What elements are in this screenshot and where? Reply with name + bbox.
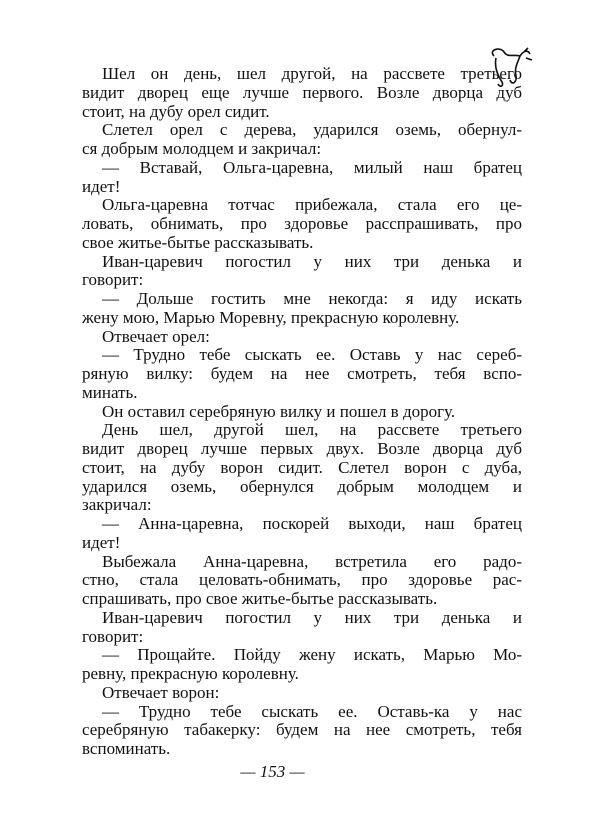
text-line: — Прощайте. Пойду жену искать, Марью Мо- xyxy=(102,645,522,665)
text-line: ловать, обнимать, про здоровье расспрашивать, про xyxy=(82,214,522,233)
text-line: спрашивать, про свое житье-бытье рассказывать. xyxy=(82,589,438,608)
text-line: свое житье-бытье рассказывать. xyxy=(82,232,314,252)
text-line: Отвечает ворон: xyxy=(102,682,220,702)
text-line: минать. xyxy=(82,382,138,402)
text-line: серебряную табакерку: будем на нее смотреть, тебя xyxy=(82,720,522,740)
text-line: Выбежала Анна-царевна, встретила его радо- xyxy=(102,551,522,571)
text-line: жену мою, Марью Моревну, прекрасную королевну. xyxy=(82,307,460,327)
text-line: идет! xyxy=(82,532,121,552)
text-line: ревну, прекрасную королевну. xyxy=(82,664,299,683)
text-line: Иван-царевич погостил у них три денька и xyxy=(102,251,522,271)
text-line: — Вставай, Ольга-царевна, милый наш братец xyxy=(102,157,522,177)
text-line: — Анна-царевна, поскорей выходи, наш братец xyxy=(102,514,522,533)
text-line: Шел он день, шел другой, на рассвете третьего xyxy=(102,64,522,83)
text-line: ся добрым молодцем и закричал: xyxy=(82,139,322,158)
text-line: Слетел орел с дерева, ударился оземь, обернул- xyxy=(102,120,522,140)
text-line: ряную вилку: будем на нее смотреть, тебя вспо- xyxy=(82,364,522,383)
text-line: видит дворец еще лучше первого. Возле дворца дуб xyxy=(82,82,522,102)
text-line: Иван-царевич погостил у них три денька и xyxy=(102,607,522,627)
page-body-text xyxy=(82,65,522,759)
text-line: видит дворец лучше первых двух. Возле дворца дуб xyxy=(82,439,522,458)
text-line: Ольга-царевна тотчас прибежала, стала его це- xyxy=(102,195,522,215)
text-line: День шел, другой шел, на рассвете третьего xyxy=(102,420,522,440)
text-line: говорит: xyxy=(82,626,144,646)
text-line: стоит, на дубу орел сидит. xyxy=(82,101,270,121)
text-line: стно, стала целовать-обнимать, про здоровье рас- xyxy=(82,570,522,590)
text-line: идет! xyxy=(82,176,121,196)
text-line: — Дольше гостить мне некогда: я иду искать xyxy=(102,289,522,308)
text-line: ударился оземь, обернулся добрым молодцем и xyxy=(82,476,522,496)
text-line: говорит: xyxy=(82,270,144,290)
text-line: стоит, на дубу ворон сидит. Слетел ворон с дуба, xyxy=(82,457,522,477)
page-number: — 153 — xyxy=(240,762,305,781)
text-line: закричал: xyxy=(82,495,152,515)
text-line: — Трудно тебе сыскать ее. Оставь у нас сереб- xyxy=(102,345,522,365)
text-line: Он оставил серебряную вилку и пошел в дорогу. xyxy=(102,401,456,421)
text-line: Отвечает орел: xyxy=(102,326,210,346)
text-line: вспоминать. xyxy=(82,739,171,758)
text-line: — Трудно тебе сыскать ее. Оставь-ка у нас xyxy=(102,701,522,721)
